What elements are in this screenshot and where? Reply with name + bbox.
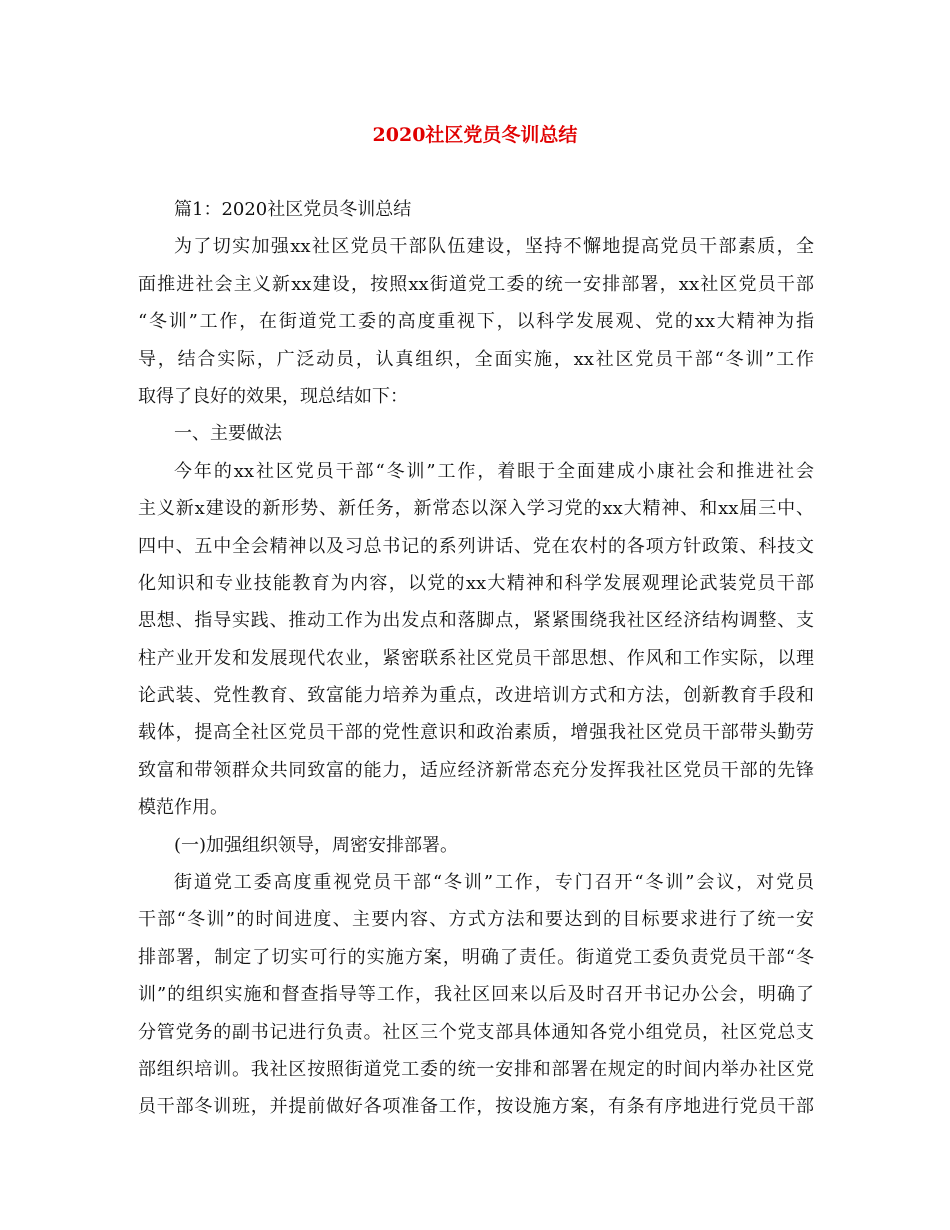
- text-line: 载体，提高全社区党员干部的党性意识和政治素质，增强我社区党员干部带头勤劳: [138, 722, 814, 744]
- document-body: [138, 191, 814, 1126]
- text-line: 四中、五中全会精神以及习总书记的系列讲话、党在农村的各项方针政策、科技文: [138, 535, 814, 557]
- text-line: 取得了良好的效果，现总结如下：: [138, 385, 408, 407]
- text-line: 员干部冬训班，并提前做好各项准备工作，按设施方案，有条有序地进行党员干部: [138, 1096, 814, 1118]
- text-line: 模范作用。: [138, 797, 228, 819]
- text-line: 篇1：2020社区党员冬训总结: [174, 199, 412, 220]
- text-line: 面推进社会主义新xx建设，按照xx街道党工委的统一安排部署，xx社区党员干部: [138, 273, 814, 295]
- text-line: 排部署，制定了切实可行的实施方案，明确了责任。街道党工委负责党员干部“冬: [138, 946, 814, 968]
- text-line: 分管党务的副书记进行负责。社区三个党支部具体通知各党小组党员，社区党总支: [138, 1021, 814, 1043]
- text-line: 一、主要做法: [174, 423, 282, 445]
- text-line: 今年的xx社区党员干部“冬训”工作，着眼于全面建成小康社会和推进社会: [174, 460, 814, 482]
- text-line: 部组织培训。我社区按照街道党工委的统一安排和部署在规定的时间内举办社区党: [138, 1058, 814, 1080]
- text-line: 化知识和专业技能教育为内容，以党的xx大精神和科学发展观理论武装党员干部: [138, 572, 814, 594]
- text-line: 街道党工委高度重视党员干部“冬训”工作，专门召开“冬训”会议，对党员: [174, 872, 814, 894]
- text-line: 思想、指导实践、推动工作为出发点和落脚点，紧紧围绕我社区经济结构调整、支: [138, 610, 814, 632]
- document-title: 2020社区党员冬训总结: [372, 124, 578, 146]
- text-line: 柱产业开发和发展现代农业，紧密联系社区党员干部思想、作风和工作实际，以理: [138, 647, 814, 669]
- text-line: 致富和带领群众共同致富的能力，适应经济新常态充分发挥我社区党员干部的先锋: [138, 759, 814, 781]
- text-line: 导，结合实际，广泛动员，认真组织，全面实施，xx社区党员干部“冬训”工作: [138, 348, 814, 370]
- text-line: “冬训”工作，在街道党工委的高度重视下，以科学发展观、党的xx大精神为指: [138, 311, 814, 333]
- text-line: 论武装、党性教育、致富能力培养为重点，改进培训方式和方法，创新教育手段和: [138, 685, 814, 707]
- text-line: 干部“冬训”的时间进度、主要内容、方式方法和要达到的目标要求进行了统一安: [138, 909, 814, 931]
- text-line: 训”的组织实施和督查指导等工作，我社区回来以后及时召开书记办公会，明确了: [138, 984, 814, 1006]
- text-line: 主义新x建设的新形势、新任务，新常态以深入学习党的xx大精神、和xx届三中、: [138, 498, 814, 520]
- text-line: 为了切实加强xx社区党员干部队伍建设，坚持不懈地提高党员干部素质，全: [174, 236, 814, 258]
- text-line: (一)加强组织领导，周密安排部署。: [174, 834, 459, 856]
